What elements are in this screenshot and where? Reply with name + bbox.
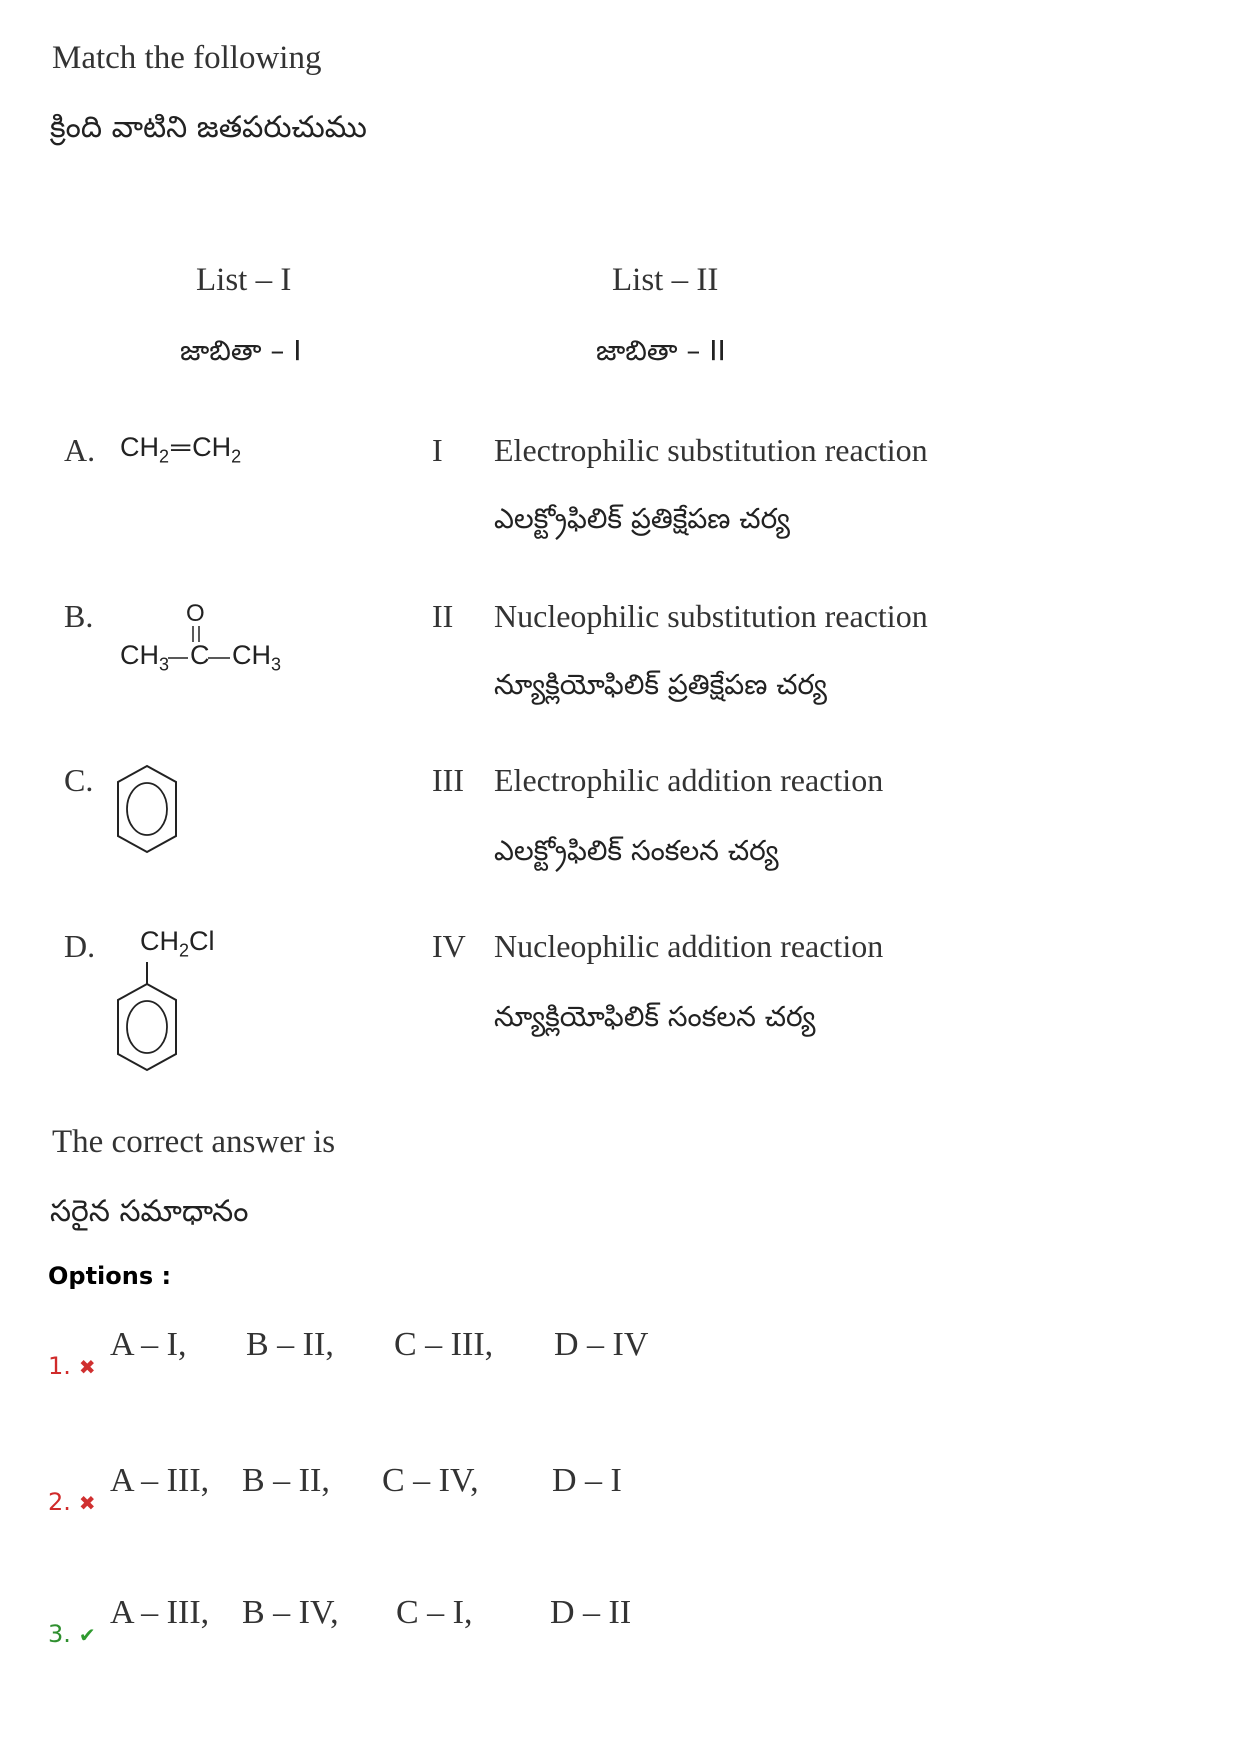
option-2-pair-c: C – IV, (382, 1462, 479, 1499)
option-3-pair-d: D – II (550, 1594, 632, 1631)
answer-prompt-telugu: సరైన సమాధానం (50, 1194, 249, 1229)
acetone-structure: O $CH_3$ C $CH_3$ (120, 600, 282, 675)
option-2-number[interactable]: 2. ✖ (48, 1488, 96, 1516)
list2-item-3-telugu: ఎలక్ట్రోఫిలిక్ సంకలన చర్య (494, 834, 779, 867)
list1-header: List – I (196, 262, 292, 298)
benzene-ring-icon (114, 762, 180, 858)
list2-item-2: Nucleophilic substitution reaction (494, 598, 928, 634)
list1-letter-d: D. (64, 928, 96, 964)
benzyl-chloride-formula: $CH_2Cl$ (140, 926, 215, 961)
question-title: Match the following (52, 40, 322, 76)
option-2-pair-d: D – I (552, 1462, 622, 1499)
option-1-pair-b: B – II, (246, 1326, 334, 1363)
list2-item-4-telugu: న్యూక్లియోఫిలిక్ సంకలన చర్య (494, 1000, 816, 1033)
list2-header: List – II (612, 262, 719, 298)
check-icon: ✔ (78, 1623, 96, 1647)
options-label: Options : (48, 1262, 172, 1290)
list2-roman-2: II (432, 598, 454, 634)
list2-roman-3: III (432, 762, 464, 798)
list1-letter-b: B. (64, 598, 94, 634)
list2-item-3: Electrophilic addition reaction (494, 762, 884, 798)
option-2-pair-a: A – III, (110, 1462, 210, 1499)
question-title-telugu: క్రింది వాటిని జతపరుచుము (50, 110, 367, 145)
option-1-pair-c: C – III, (394, 1326, 494, 1363)
option-3-pair-c: C – I, (396, 1594, 473, 1631)
option-3-pair-b: B – IV, (242, 1594, 339, 1631)
list2-roman-4: IV (432, 928, 466, 964)
list2-item-1: Electrophilic substitution reaction (494, 432, 928, 468)
option-1-number[interactable]: 1. ✖ (48, 1352, 96, 1380)
option-3-number[interactable]: 3. ✔ (48, 1620, 96, 1648)
wrong-icon: ✖ (78, 1355, 96, 1379)
list2-item-4: Nucleophilic addition reaction (494, 928, 884, 964)
wrong-icon: ✖ (78, 1491, 96, 1515)
list1-header-telugu: జాబితా – I (180, 334, 302, 367)
option-1-pair-d: D – IV (554, 1326, 649, 1363)
benzyl-ring-icon (114, 962, 180, 1078)
list2-roman-1: I (432, 432, 443, 468)
list1-letter-c: C. (64, 762, 94, 798)
answer-prompt: The correct answer is (52, 1124, 336, 1160)
option-2-pair-b: B – II, (242, 1462, 330, 1499)
ethene-formula: $CH_2═CH_2$ (120, 432, 242, 467)
list2-item-2-telugu: న్యూక్లియోఫిలిక్ ప్రతిక్షేపణ చర్య (494, 668, 827, 701)
list2-item-1-telugu: ఎలక్ట్రోఫిలిక్ ప్రతిక్షేపణ చర్య (494, 502, 791, 535)
list2-header-telugu: జాబితా – II (596, 334, 726, 367)
list1-letter-a: A. (64, 432, 96, 468)
option-1-pair-a: A – I, (110, 1326, 187, 1363)
option-3-pair-a: A – III, (110, 1594, 210, 1631)
